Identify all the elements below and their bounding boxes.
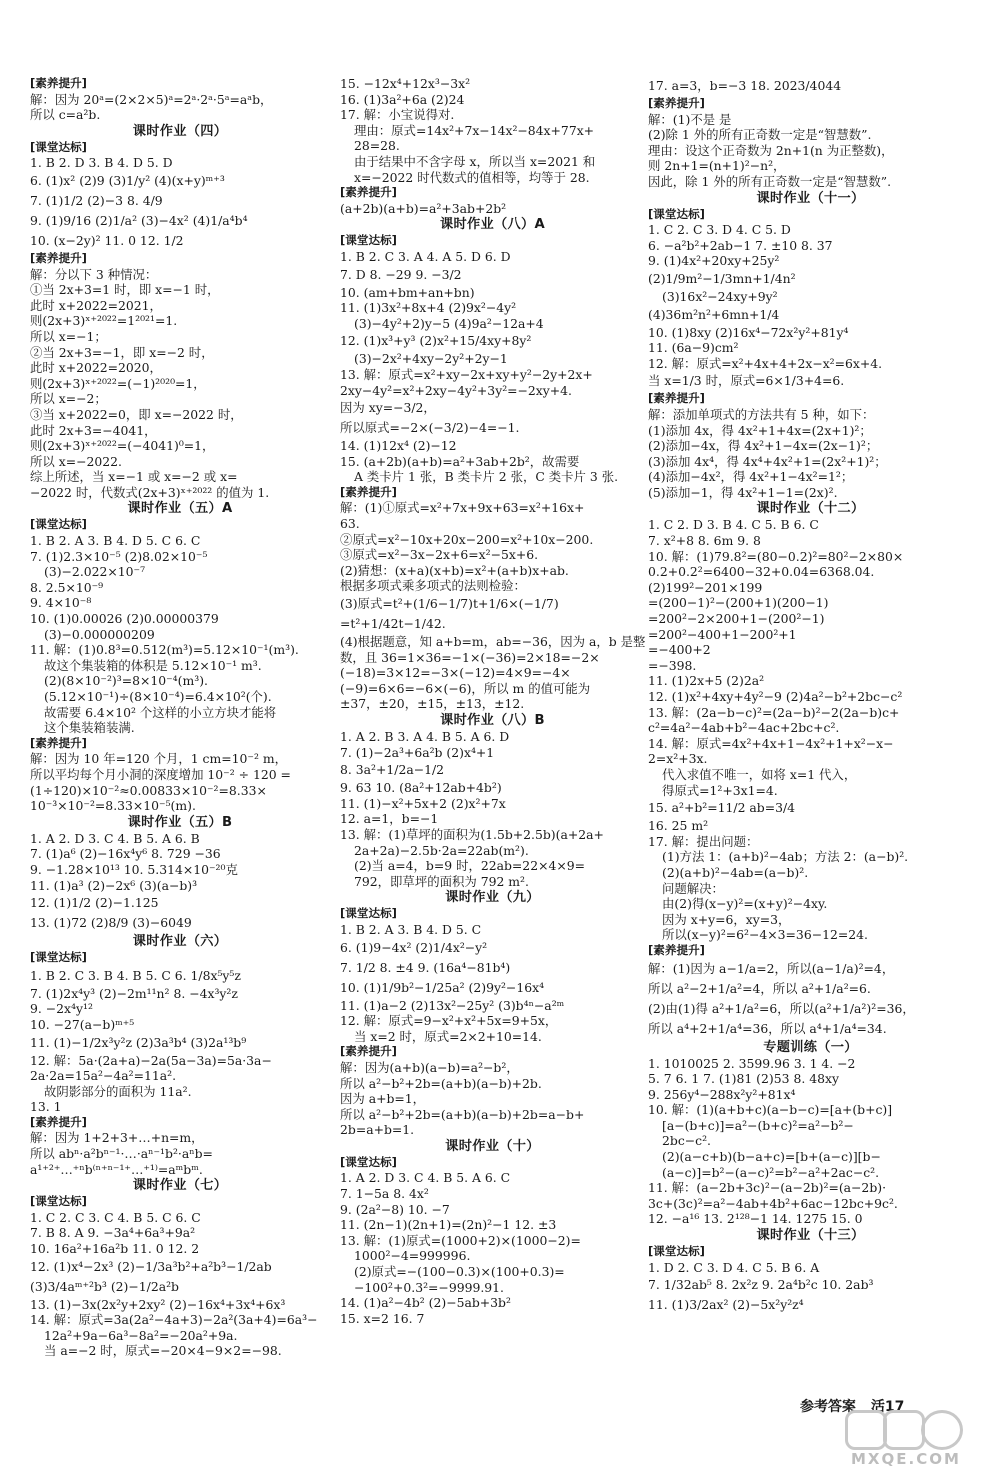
answer-line: 8. 3a²+1/2a−1/2 [340, 762, 445, 778]
section-tag: [素养提升] [340, 1044, 397, 1059]
watermark-icon [845, 1410, 887, 1450]
answer-line: x=−2022 时代数式的值相等，均等于 28. [354, 169, 590, 185]
answer-line: (1)方法 1：(a+b)²−4ab；方法 2：(a−b)². [662, 849, 909, 865]
answer-line: 16. 25 m² [648, 818, 709, 834]
answer-line: 故阴影部分的面积为 11a². [44, 1083, 192, 1099]
answer-line: 11. (1)3/2ax² (2)−5x²y²z⁴ [648, 1297, 804, 1313]
answer-line: (4)根据题意，知 a+b=m，ab=−36，因为 a，b 是整 [340, 634, 646, 650]
answer-line: (2)猜想：(x+a)(x+b)=x²+(a+b)x+ab. [340, 562, 569, 578]
answer-line: 1. 1010025 2. 3599.96 3. 1 4. −2 [648, 1055, 856, 1071]
answer-line: 13. 解：(2a−b−c)²=(2a−b)²−2(2a−b)c+ [648, 704, 900, 720]
answer-line: 1. B 2. D 3. B 4. D 5. D [30, 155, 173, 171]
answer-line: 792，即草坪的面积为 792 m². [354, 873, 529, 889]
section-tag: [素养提升] [30, 250, 87, 265]
answer-line: 7. 1/2 8. ±4 9. (16a⁴−81b⁴) [340, 959, 511, 975]
answer-line: 所以原式=−2×(−3/2)−4=−1. [340, 420, 520, 436]
answer-line: 7. 1/32ab⁵ 8. 2x²z 9. 2a⁴b²c 10. 2ab³ [648, 1277, 874, 1293]
answer-line: 1. C 2. D 3. B 4. C 5. B 6. C [648, 517, 819, 533]
answer-line: =−400+2 [648, 642, 711, 658]
answer-line: 1. A 2. D 3. C 4. B 5. A 6. B [30, 830, 200, 846]
answer-line: 2a·2a=15a²−4a²=11a². [30, 1068, 177, 1084]
answer-line: 当 x=1/3 时，原式=6×1/3+4=6. [648, 373, 845, 389]
section-tag: [课堂达标] [648, 1244, 705, 1259]
answer-line: 由于结果中不含字母 x，所以当 x=2021 和 [354, 153, 596, 169]
answer-line: 此时 x+2022=2020， [30, 360, 162, 376]
answer-line: (2)除 1 外的所有正奇数一定是“智慧数”. [648, 127, 872, 143]
answer-line: (1)添加 4x，得 4x²+1+4x=(2x+1)²； [648, 422, 872, 438]
answer-line: 13. 解：(1)草坪的面积为(1.5b+2.5b)(a+2a+ [340, 826, 604, 842]
answer-line: (−18)=3×12=−3×(−12)=4×9=−4× [340, 665, 571, 681]
answer-line: =200²−400+1−200²+1 [648, 626, 797, 642]
answer-line: (2)1/9m²−1/3mn+1/4n² [648, 270, 796, 286]
section-tag: [课堂达标] [30, 1194, 87, 1209]
answer-line: 12. 解：原式=9−x²+x²+5x=9+5x， [340, 1013, 558, 1029]
answer-line: 7. (1)−2a³+6a²b (2)x⁴+1 [340, 744, 495, 760]
answer-line: 这个集装箱装满. [44, 720, 135, 736]
answer-line: 1. B 2. A 3. B 4. D 5. C 6. C [30, 533, 201, 549]
answer-line: 解：因为 1+2+3+…+n=m， [30, 1130, 204, 1146]
answer-line: 11. (1)a³ (2)−2x⁶ (3)(a−b)³ [30, 877, 198, 893]
answer-line: 2xy−4y²=x²+2xy−4y²+3y²=−2xy+4. [340, 382, 572, 398]
section-tag: [课堂达标] [340, 233, 397, 248]
watermark-logo [845, 1410, 995, 1468]
answer-line: 因为 a+b=1， [340, 1091, 426, 1107]
answer-line: 11. (1)2x+5 (2)2a² [648, 673, 765, 689]
answer-line: 9. (1)4x²+20xy+25y² [648, 253, 780, 269]
answer-line: 则(2x+3)ˣ⁺²⁰²²=(−4041)⁰=1， [30, 438, 215, 454]
answer-line: 9. 4×10⁻⁸ [30, 595, 92, 611]
answer-line: ±37，±20，±15，±13，±12. [340, 696, 525, 712]
answer-line: 所以 c=a²b. [30, 107, 101, 123]
answer-line: 所以 x=−2022. [30, 453, 122, 469]
answer-line: −100²+0.3²=−9999.91. [354, 1279, 504, 1295]
answer-line: 14. (1)12x⁴ (2)−12 [340, 438, 457, 454]
answer-line: 1. C 2. C 3. D 4. C 5. D [648, 222, 791, 238]
answer-line: ③原式=x²−3x−2x+6=x²−5x+6. [340, 547, 539, 563]
section-title: 专题训练（一） [763, 1039, 858, 1055]
answer-line: 11. 解：(1)0.8³=0.512(m³)=5.12×10⁻¹(m³). [30, 642, 299, 658]
answer-line: 1. B 2. C 3. B 4. B 5. C 6. 1/8x⁵y⁵z [30, 967, 241, 983]
section-title: 课时作业（八）B [440, 713, 545, 728]
answer-line: 9. (2a²−8) 10. −7 [340, 1201, 450, 1217]
answer-line: 所以 a⁴+2+1/a⁴=36，所以 a⁴+1/a⁴=34. [648, 1020, 887, 1036]
answer-line: (−9)=6×6=−6×(−6)，所以 m 的值可能为 [340, 680, 591, 696]
answer-line: (5.12×10⁻¹)÷(8×10⁻⁴)=6.4×10²(个). [44, 689, 272, 704]
answer-line: 故需要 6.4×10² 个这样的小立方块才能将 [44, 704, 277, 720]
answer-line: 0.2+0.2²=6400−32+0.04=6368.04. [648, 564, 875, 580]
answer-line: 12. 解：5a·(2a+a)−2a(5a−3a)=5a·3a− [30, 1052, 272, 1068]
answer-line: 解：因为 20ᵃ=(2×2×5)ᵃ=2ᵃ·2ᵃ·5ᵃ=aᵃb， [30, 91, 273, 107]
section-tag: [素养提升] [30, 76, 87, 90]
answer-line: 此时 x+2022=2021， [30, 297, 162, 313]
answer-line: 13. 解：(1)原式=(1000+2)×(1000−2)= [340, 1232, 581, 1248]
answer-line: (2)(8×10⁻²)³=8×10⁻⁴(m³). [44, 673, 208, 689]
answer-line: (3)添加 4x⁴，得 4x⁴+4x²+1=(2x²+1)²； [648, 453, 887, 469]
answer-line: 所以平均每个月小洞的深度增加 10⁻² ÷ 120 = [30, 766, 291, 782]
answer-line: 7. (1)2x⁴y³ (2)−2m¹¹n² 8. −4x³y²z [30, 985, 238, 1001]
section-tag: [素养提升] [648, 391, 705, 406]
answer-line: 10. 解：(1)79.8²=(80−0.2)²=80²−2×80× [648, 548, 904, 564]
answer-line: (3)−0.000000209 [44, 626, 155, 642]
answer-line: 11. (1)−x²+5x+2 (2)x²+7x [340, 795, 506, 811]
answer-line: 所以 a²−2+1/a²=4，所以 a²+1/a²=6. [648, 980, 871, 996]
answer-line: 11. 解：(a−2b+3c)²−(a−2b)²=(a−2b)· [648, 1180, 887, 1196]
page-footer [800, 1396, 914, 1416]
answer-line: 9. −1.28×10¹³ 10. 5.314×10⁻²⁰克 [30, 861, 238, 877]
answer-column-1 [30, 76, 330, 1359]
answer-line: 16. (1)3a²+6a (2)24 [340, 91, 465, 107]
answer-line: 数，且 36=1×36=−1×(−36)=2×18=−2× [340, 649, 600, 665]
answer-line: 13. (1)−3x(2x²y+2xy² (2)−16x⁴+3x⁴+6x³ [30, 1296, 286, 1312]
answer-line: 则 2n+1=(n+1)²−n²， [648, 158, 786, 174]
answer-line: 10. 解：(1)(a+b+c)(a−b−c)=[a+(b+c)] [648, 1102, 893, 1118]
answer-line: 代入求值不唯一，如将 x=1 代入， [662, 766, 857, 782]
answer-line: 9. (1)9/16 (2)1/a² (3)−4x² (4)1/a⁴b⁴ [30, 212, 248, 228]
answer-line: 则(2x+3)ˣ⁺²⁰²²=(−1)²⁰²⁰=1， [30, 375, 206, 391]
answer-line: a¹⁺²⁺…⁺ⁿb⁽ⁿ⁺ⁿ⁻¹⁺…⁺¹⁾=aᵐbᵐ. [30, 1161, 203, 1177]
answer-line: 12. a=1，b=−1 [340, 811, 439, 827]
answer-line: 12. (1)1/2 (2)−1.125 [30, 895, 159, 911]
section-title: 课时作业（七） [132, 1178, 228, 1194]
answer-line: 9. 256y⁴−288x²y²+81x⁴ [648, 1086, 796, 1102]
answer-line: 10. 16a²+16a²b 11. 0 12. 2 [30, 1241, 200, 1257]
answer-line: 1. A 2. B 3. A 4. B 5. A 6. D [340, 729, 510, 744]
answer-line: 问题解决： [662, 880, 724, 896]
section-tag: [课堂达标] [340, 1154, 397, 1169]
answer-line: 所以 a²−b²+2b=(a+b)(a−b)+2b. [340, 1075, 542, 1091]
answer-line: 3c+(3c)²=a²−4ab+4b²+6ac−12bc+9c². [648, 1195, 898, 1211]
answer-line: 7. (1)1/2 (2)−3 8. 4/9 [30, 192, 163, 208]
answer-line: 10. −27(a−b)ᵐ⁺⁵ [30, 1016, 135, 1032]
answer-line: 因此，除 1 外的所有正奇数一定是“智慧数”. [648, 173, 892, 189]
answer-line: 由(2)得(x−y)²=(x+y)²−4xy. [662, 896, 828, 912]
page-number: 活17 [870, 1399, 905, 1415]
answer-line: (2)由(1)得 a²+1/a²=6，所以(a²+1/a²)²=36， [648, 1000, 915, 1016]
answer-line: 因为 xy=−3/2， [340, 400, 436, 416]
answer-line: 14. (1)a²−4b² (2)−5ab+3b² [340, 1295, 511, 1311]
answer-line: 故这个集装箱的体积是 5.12×10⁻¹ m³. [44, 657, 262, 673]
answer-line: 2=x²+3x. [648, 751, 708, 767]
answer-line: 13. 解：原式=x²+xy−2x+xy+y²−2y+2x+ [340, 366, 593, 382]
answer-line: c²=4a²−4ab+b²−4ac+2bc+c². [648, 720, 840, 736]
section-tag: [课堂达标] [340, 906, 397, 921]
answer-line: −2022 时，代数式(2x+3)ˣ⁺²⁰²² 的值为 1. [30, 484, 270, 500]
answer-line: 10. (1)1/9b²−1/25a² (2)9y²−16x⁴ [340, 979, 545, 995]
answer-line: 5. 7 6. 1 7. (1)81 (2)53 8. 48xy [648, 1071, 839, 1087]
answer-line: 12. (1)x³+y³ (2)x²+15/4xy+8y² [340, 333, 532, 349]
answer-line: =−398. [648, 657, 697, 673]
section-title: 课时作业（五）A [127, 501, 233, 517]
answer-line: 1000²−4=999996. [354, 1248, 471, 1264]
watermark-text: MXQE.COM [851, 1450, 961, 1468]
answer-line: 17. 解：小宝说得对. [340, 107, 455, 123]
answer-line: 1. B 2. C 3. A 4. A 5. D 6. D [340, 248, 511, 264]
answer-line: 14. 解：原式=4x²+4x+1−4x²+1+x²−x− [648, 735, 894, 751]
answer-line: 所以(x−y)²=6²−4×3=36−12=24. [662, 927, 868, 943]
answer-line: =(200−1)²−(200+1)(200−1) [648, 595, 829, 611]
answer-line: 解：添加单项式的方法共有 5 种，如下： [648, 406, 875, 422]
answer-line: 所以 abⁿ·a²bⁿ⁻¹·…·aⁿ⁻¹b²·aⁿb= [30, 1146, 213, 1162]
section-title: 课时作业（五）B [127, 814, 233, 830]
answer-line: 63. [340, 516, 360, 532]
answer-line: 12. −a¹⁶ 13. 2¹²⁸−1 14. 1275 15. 0 [648, 1211, 863, 1227]
answer-line: (3)−2x²+4xy−2y²+2y−1 [354, 351, 508, 367]
answer-line: 17. a=3，b=−3 18. 2023/4044 [648, 78, 842, 93]
answer-line: 15. −12x⁴+12x³−3x² [340, 76, 471, 91]
answer-line: 15. x=2 16. 7 [340, 1310, 425, 1326]
answer-line: (5)添加−1，得 4x²+1−1=(2x)². [648, 484, 838, 500]
answer-line: 11. (2n−1)(2n+1)=(2n)²−1 12. ±3 [340, 1217, 557, 1233]
answer-line: 10. (1)0.00026 (2)0.00000379 [30, 611, 219, 627]
answer-line: 11. (1)a−2 (2)13x²−25y² (3)b⁴ⁿ−a²ᵐ [340, 997, 565, 1013]
answer-line: 14. 解：原式=3a(2a²−4a+3)−2a²(3a+4)=6a³− [30, 1312, 318, 1328]
answer-line: 因为 x+y=6，xy=3， [662, 911, 791, 927]
section-title: 课时作业（十二） [756, 501, 865, 517]
answer-line: 6. −a²b²+2ab−1 7. ±10 8. 37 [648, 237, 833, 253]
section-tag: [素养提升] [648, 942, 705, 957]
answer-line: 7. x²+8 8. 6m 9. 8 [648, 533, 761, 549]
answer-line: 2bc−c². [662, 1133, 711, 1149]
answer-line: 综上所述，当 x=−1 或 x=−2 或 x= [30, 469, 238, 485]
answer-line: A 类卡片 1 张，B 类卡片 2 张，C 类卡片 3 张. [354, 469, 619, 485]
answer-line: (2)(a+b)²−4ab=(a−b)². [662, 864, 809, 880]
answer-line: 1. C 2. C 3. C 4. B 5. C 6. C [30, 1209, 201, 1225]
answer-line: 11. (1)−1/2x³y²z (2)3a³b⁴ (3)2a¹³b⁹ [30, 1034, 247, 1050]
answer-line: 11. (6a−9)cm² [648, 340, 739, 356]
answer-line: =t²+1/42t−1/42. [340, 616, 446, 632]
section-tag: [课堂达标] [648, 206, 705, 221]
answer-line: (2)199²−201×199 [648, 579, 763, 595]
answer-line: 得原式=1²+3x1=4. [662, 782, 778, 798]
answer-line: (3)−2.022×10⁻⁷ [44, 564, 146, 580]
answer-line: =200²−2×200+1−(200²−1) [648, 611, 825, 627]
answer-line: (3)−4y²+2)y−5 (4)9a²−12a+4 [354, 315, 544, 331]
answer-line: 10⁻³×10⁻²=8.33×10⁻⁵(m). [30, 798, 196, 814]
answer-line: 2b=a+b=1. [340, 1122, 415, 1138]
answer-line: [a−(b+c)]=a²−(b+c)²=a²−b²− [662, 1117, 854, 1133]
answer-line: (2)原式=−(100−0.3)×(100+0.3)= [354, 1264, 565, 1280]
answer-line: (a−c)]=b²−(a−c)²=b²−a²+2ac−c². [662, 1164, 880, 1180]
answer-line: (1÷120)×10⁻²≈0.00833×10⁻²=8.33× [30, 782, 267, 798]
section-tag: [素养提升] [340, 185, 397, 200]
answer-line: (3)3/4aᵐ⁺²b³ (2)−1/2a²b [30, 1278, 179, 1294]
answer-line: 11. (1)3x²+8x+4 (2)9x²−4y² [340, 300, 517, 316]
answer-line: 7. (1)a⁶ (2)−16x⁴y⁶ 8. 729 −36 [30, 846, 221, 862]
section-tag: [课堂达标] [30, 139, 87, 154]
answer-line: 12. (1)x²+4xy+4y²−9 (2)4a²−b²+2bc−c² [648, 689, 903, 704]
answer-line: ③当 x+2022=0，即 x=−2022 时， [30, 406, 243, 422]
answer-line: (2)添加−4x，得 4x²+1−4x=(2x−1)²； [648, 438, 879, 454]
section-title: 课时作业（四） [132, 123, 228, 139]
section-tag: [素养提升] [30, 1114, 87, 1129]
section-tag: [课堂达标] [30, 950, 87, 965]
answer-line: 28=28. [354, 138, 400, 154]
answer-line: ②当 2x+3=−1，即 x=−2 时， [30, 344, 214, 360]
section-tag: [课堂达标] [30, 517, 87, 532]
answer-line: 则(2x+3)ˣ⁺²⁰²²=1²⁰²¹=1. [30, 313, 178, 329]
section-tag: [素养提升] [340, 484, 397, 499]
answer-line: 17. 解：提出问题： [648, 833, 759, 849]
answer-line: 13. (1)72 (2)8/9 (3)−6049 [30, 915, 192, 931]
answer-line: 6. (1)9−4x² (2)1/4x²−y² [340, 939, 488, 955]
answer-line: 解：因为(a+b)(a−b)=a²−b²， [340, 1059, 519, 1075]
answer-line: 10. (1)8xy (2)16x⁴−72x²y²+81y⁴ [648, 324, 849, 340]
answer-line: 所以 a²−b²+2b=(a+b)(a−b)+2b=a−b+ [340, 1106, 585, 1122]
answer-line: 7. 1−5a 8. 4x² [340, 1186, 429, 1202]
answer-line: 1. B 2. A 3. B 4. D 5. C [340, 921, 482, 937]
answer-line: 10. (x−2y)² 11. 0 12. 1/2 [30, 232, 184, 248]
answer-line: 15. a²+b²=11/2 ab=3/4 [648, 800, 796, 816]
answer-line: 解：(1)①原式=x²+7x+9x+63=x²+16x+ [340, 500, 585, 516]
answer-line: 当 x=2 时，原式=2×2+10=14. [354, 1028, 542, 1044]
answer-line: 2a+2a)−2.5b·2a=22ab(m²). [354, 842, 529, 858]
footer-label: 参考答案 [800, 1399, 856, 1415]
watermark-icon [883, 1410, 925, 1450]
answer-line: (2)当 a=4，b=9 时，22ab=22×4×9= [354, 858, 585, 874]
answer-line: 6. (1)x² (2)9 (3)1/y² (4)(x+y)ᵐ⁺³ [30, 172, 225, 188]
answer-line: 9. −2x⁴y¹² [30, 1001, 93, 1017]
answer-line: ①当 2x+3=1 时，即 x=−1 时， [30, 282, 220, 298]
answer-line: 此时 2x+3=−4041， [30, 422, 157, 438]
answer-line: 理由：设这个正奇数为 2n+1(n 为正整数)， [648, 142, 894, 158]
section-title: 课时作业（八）A [440, 217, 545, 233]
answer-line: (2)(a−c+b)(b−a+c)=[b+(a−c)][b− [662, 1149, 881, 1165]
answer-line: 根据多项式乘多项式的法则检验： [340, 578, 526, 594]
answer-line: 所以 x=−1； [30, 328, 107, 344]
answer-line: 12. 解：原式=x²+4x+4+2x−x²=6x+4. [648, 355, 883, 371]
answer-column-3 [648, 76, 973, 1315]
section-tag: [素养提升] [30, 735, 87, 750]
answer-line: 1. D 2. C 3. D 4. C 5. B 6. A [648, 1259, 820, 1275]
answer-line: 12a²+9a−6a³−8a²=−20a²+9a. [44, 1327, 238, 1343]
answer-line: 解：因为 10 年=120 个月，1 cm=10⁻² m， [30, 751, 287, 767]
section-tag: [素养提升] [648, 96, 705, 110]
watermark-icon [921, 1410, 963, 1450]
section-title: 课时作业（十三） [756, 1228, 865, 1244]
answer-line: 1. A 2. D 3. C 4. B 5. A 6. C [340, 1170, 511, 1186]
answer-line: (4)添加−4x²，得 4x²+1−4x²=1²； [648, 469, 854, 485]
answer-line: 解：(1)因为 a−1/a=2，所以(a−1/a)²=4， [648, 960, 895, 976]
answer-line: 15. (a+2b)(a+b)=a²+3ab+2b²，故需要 [340, 453, 580, 469]
answer-line: 7. (1)2.3×10⁻⁵ (2)8.02×10⁻⁵ [30, 548, 208, 564]
answer-line: 13. 1 [30, 1099, 62, 1115]
answer-line: 所以 x=−2； [30, 391, 107, 407]
answer-line: 解：(1)不是 是 [648, 111, 732, 127]
answer-line: 当 a=−2 时，原式=−20×4−9×2=−98. [44, 1343, 282, 1359]
answer-line: (3)原式=t²+(1/6−1/7)t+1/6×(−1/7) [340, 596, 559, 612]
answer-line: ②原式=x²−10x+20x−200=x²+10x−200. [340, 531, 594, 547]
answer-line: 8. 2.5×10⁻⁹ [30, 579, 104, 595]
answer-line: 12. (1)x⁴−2x³ (2)−1/3a³b²+a²b³−1/2ab [30, 1258, 272, 1274]
answer-line: 7. B 8. A 9. −3a⁴+6a³+9a² [30, 1225, 196, 1241]
answer-line: 9. 63 10. (8a²+12ab+4b²) [340, 780, 502, 796]
answer-line: (4)36m²n²+6mn+1/4 [648, 306, 780, 322]
answer-column-2 [340, 76, 645, 1326]
answer-line: 7. D 8. −29 9. −3/2 [340, 266, 462, 282]
section-title: 课时作业（十一） [756, 190, 865, 206]
section-title: 课时作业（六） [132, 934, 228, 950]
section-title: 课时作业（十） [445, 1138, 540, 1154]
section-title: 课时作业（九） [445, 890, 540, 906]
answer-line: (a+2b)(a+b)=a²+3ab+2b² [340, 200, 507, 216]
answer-line: 解：分以下 3 种情况： [30, 266, 158, 282]
answer-line: (3)16x²−24xy+9y² [662, 288, 778, 304]
answer-line: 10. (am+bm+an+bn) [340, 284, 475, 300]
answer-line: 理由：原式=14x²+7x−14x²−84x+77x+ [354, 122, 595, 138]
